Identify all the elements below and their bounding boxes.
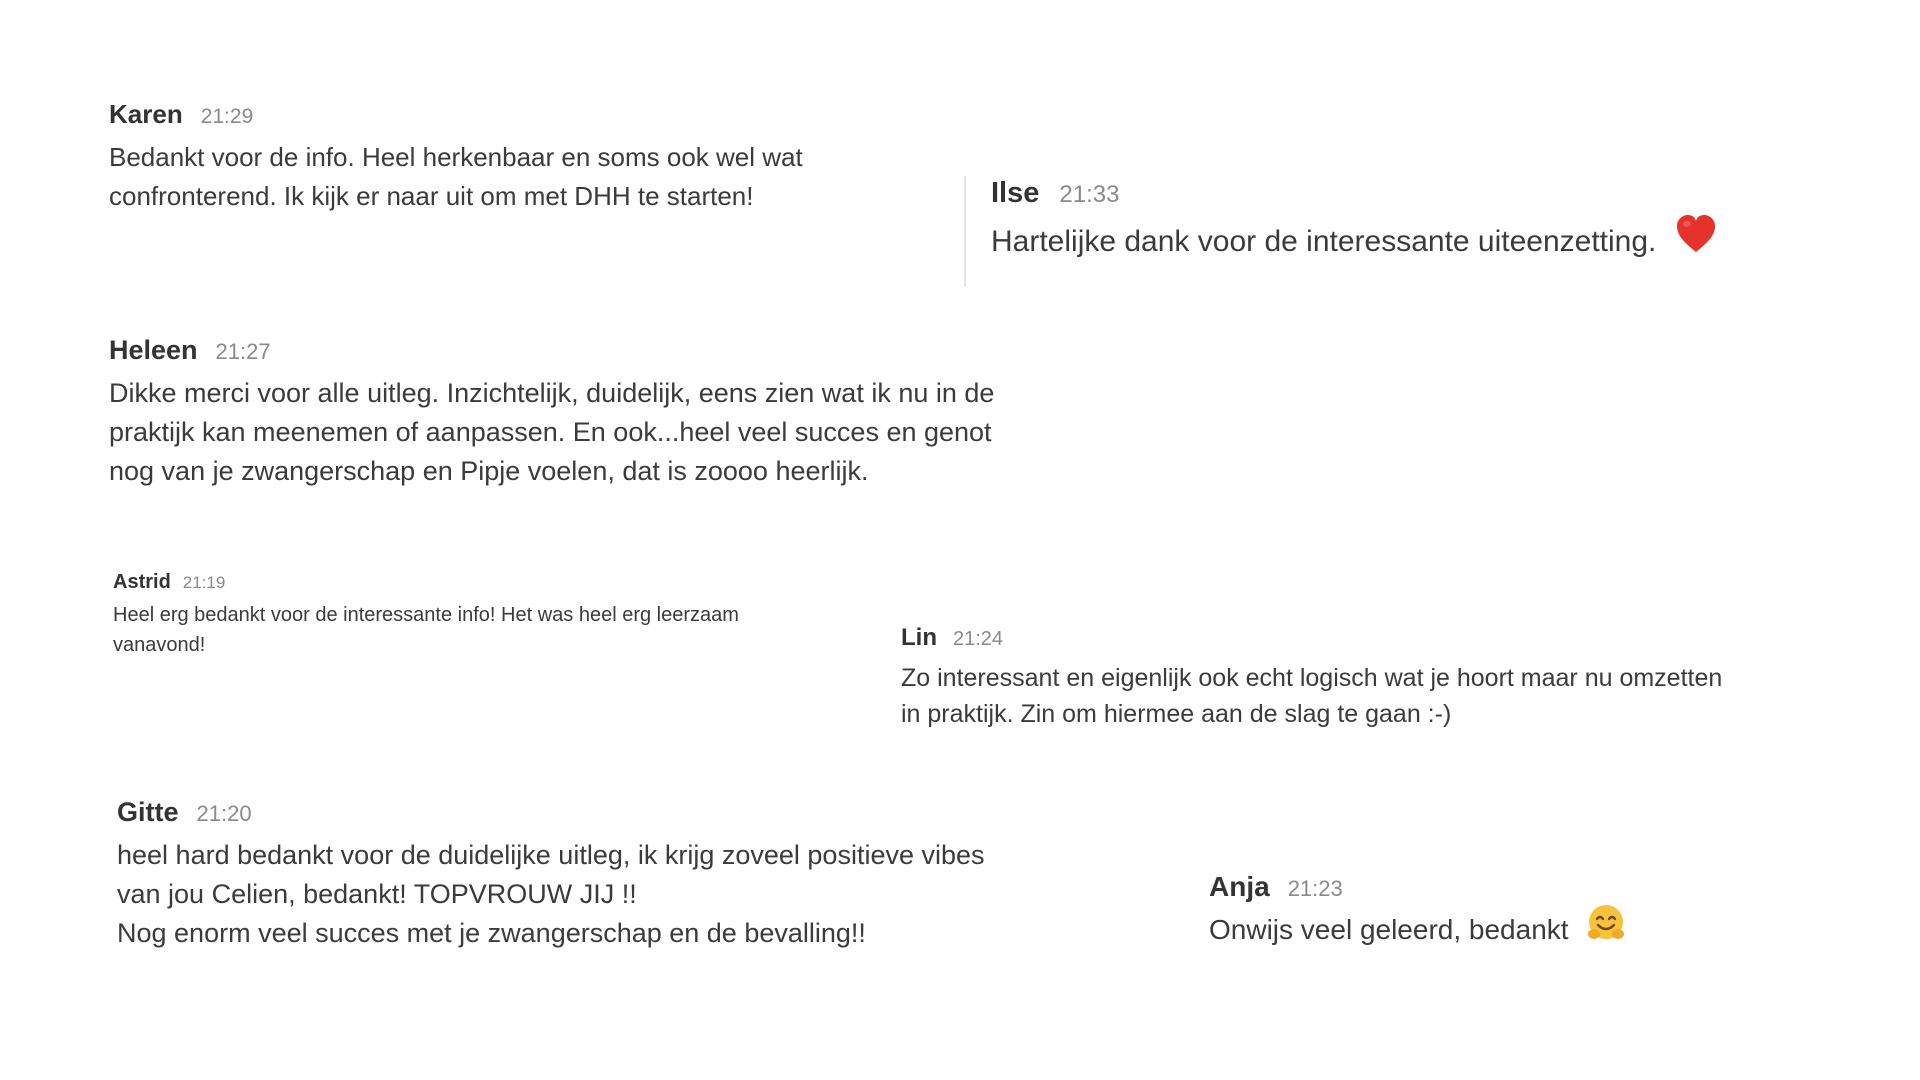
chat-message <box>901 624 1722 732</box>
thread-divider <box>964 176 966 286</box>
message-text <box>109 138 803 216</box>
timestamp: 21:33 <box>1059 181 1120 208</box>
message-line-text: Hartelijke dank voor de interessante uiteenzetting. <box>991 224 1657 258</box>
author-name: Lin <box>901 624 937 651</box>
message-header <box>901 624 1722 652</box>
author-name: Heleen <box>109 335 198 365</box>
chat-message <box>113 571 739 660</box>
author-name: Gitte <box>117 797 179 827</box>
timestamp: 21:19 <box>182 573 226 592</box>
message-line: Bedankt voor de info. Heel herkenbaar en soms ook wel wat <box>109 142 803 172</box>
message-line-text: Onwijs veel geleerd, bedankt <box>1209 913 1569 945</box>
message-line: van jou Celien, bedankt! TOPVROUW JIJ !! <box>117 879 637 909</box>
chat-message <box>991 177 1717 266</box>
message-line: praktijk kan meenemen of aanpassen. En ook...heel veel succes en genot <box>109 417 992 447</box>
author-name: Ilse <box>991 177 1040 209</box>
chat-message <box>1209 871 1626 954</box>
message-line <box>1209 909 1626 954</box>
message-line: Heel erg bedankt voor de interessante info! Het was heel erg leerzaam <box>113 604 739 626</box>
message-text <box>991 220 1717 266</box>
timestamp: 21:24 <box>953 628 1004 650</box>
message-text <box>117 836 985 953</box>
message-line <box>991 220 1717 266</box>
hugging-face-emoji-icon <box>1586 903 1626 954</box>
heart-emoji-icon <box>1675 214 1717 266</box>
message-header <box>109 335 994 366</box>
message-line: confronterend. Ik kijk er naar uit om met DHH te starten! <box>109 181 754 211</box>
chat-message <box>109 335 994 491</box>
message-header <box>113 571 739 594</box>
chat-message <box>117 797 985 953</box>
message-line: Nog enorm veel succes met je zwangerschap en de bevalling!! <box>117 918 866 948</box>
message-header <box>109 99 803 130</box>
author-name: Anja <box>1209 871 1270 902</box>
message-text <box>113 600 739 660</box>
message-line: in praktijk. Zin om hiermee aan de slag te gaan :-) <box>901 700 1452 728</box>
timestamp: 21:20 <box>196 801 252 826</box>
message-line: heel hard bedankt voor de duidelijke uitleg, ik krijg zoveel positieve vibes <box>117 840 985 870</box>
message-line: nog van je zwangerschap en Pipje voelen, dat is zoooo heerlijk. <box>109 456 869 486</box>
message-header <box>991 177 1717 210</box>
message-text <box>901 660 1722 732</box>
message-text <box>1209 909 1626 954</box>
message-line: vanavond! <box>113 634 206 656</box>
author-name: Astrid <box>113 571 171 593</box>
timestamp: 21:27 <box>215 339 271 364</box>
timestamp: 21:29 <box>200 105 254 128</box>
message-text <box>109 374 994 491</box>
message-header <box>117 797 985 828</box>
author-name: Karen <box>109 99 183 129</box>
message-line: Zo interessant en eigenlijk ook echt logisch wat je hoort maar nu omzetten <box>901 664 1723 692</box>
chat-message <box>109 99 803 216</box>
message-header <box>1209 871 1626 903</box>
message-line: Dikke merci voor alle uitleg. Inzichtelijk, duidelijk, eens zien wat ik nu in de <box>109 378 995 408</box>
timestamp: 21:23 <box>1287 876 1343 901</box>
